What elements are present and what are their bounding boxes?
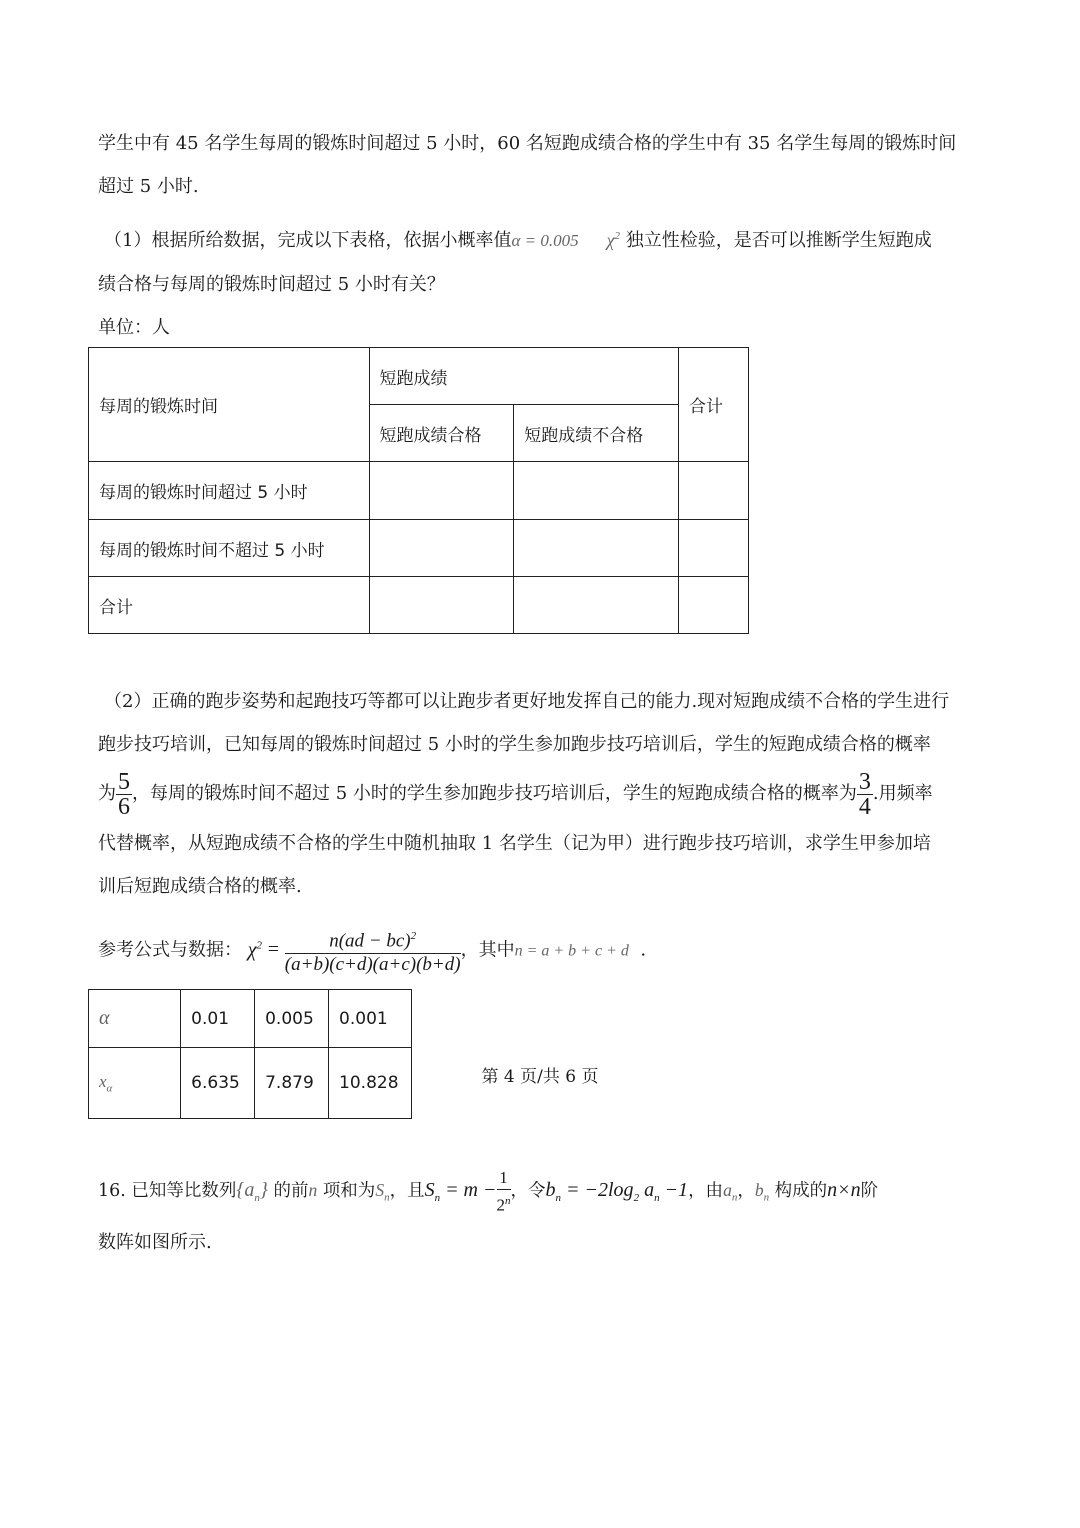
var-n: n (308, 1180, 318, 1200)
var-S-n: $S_n$ (375, 1180, 390, 1204)
formula-label: 参考公式与数据： (98, 939, 242, 961)
q16-text-d: ，且 (389, 1181, 425, 1201)
question1-text-a: （1）根据所给数据，完成以下表格，依据小概率值 (104, 230, 512, 251)
alpha-value: 0.005 (255, 990, 329, 1048)
critical-value: 7.879 (255, 1048, 329, 1119)
var-a-n: $a_n$ (723, 1180, 738, 1204)
q16-text-i: 阶 (860, 1181, 879, 1201)
question2-line-1: （2）正确的跑步姿势和起跑技巧等都可以让跑步者更好地发挥自己的能力.现对短跑成绩不合格的学生进行 (104, 691, 950, 712)
table-header-qualified: 短跑成绩合格 (369, 405, 514, 462)
q2-text-wei: 为 (98, 783, 116, 804)
unit-label: 单位：人 (98, 317, 170, 338)
question2-line-5: 训后短跑成绩合格的概率. (98, 876, 302, 897)
contingency-table (88, 347, 749, 634)
q16-text-c: 项和为 (322, 1181, 376, 1201)
question2-line-2: 跑步技巧培训，已知每周的锻炼时间超过 5 小时的学生参加跑步技巧培训后，学生的短跑成绩合格的概率 (98, 734, 931, 755)
question16-line-1 (98, 1162, 878, 1226)
question1-text-b: 独立性检验，是否可以推断学生短跑成 (625, 230, 932, 251)
critical-value-table (88, 989, 412, 1119)
intro-line-1: 学生中有 45 名学生每周的锻炼时间超过 5 小时，60 名短跑成绩合格的学生中有 35 名学生每周的锻炼时间 (98, 133, 957, 154)
q16-text-h: 构成的 (774, 1181, 828, 1201)
question16-line-2: 数阵如图所示. (98, 1232, 212, 1253)
empty-cell[interactable] (369, 577, 514, 634)
critical-value: 6.635 (181, 1048, 255, 1119)
empty-cell[interactable] (369, 520, 514, 577)
b-n-formula: $b_n = -2\log_2$ $a_n -1$ (545, 1179, 689, 1204)
critical-value: 10.828 (329, 1048, 412, 1119)
table-header-unqualified: 短跑成绩不合格 (514, 405, 679, 462)
question2-line-4: 代替概率，从短跑成绩不合格的学生中随机抽取 1 名学生（记为甲）进行跑步技巧培训，求学生甲参加培 (98, 833, 931, 854)
n-sum-expression: n = a + b + c + d (514, 942, 629, 960)
q16-text-b: 的前 (273, 1181, 309, 1201)
n-by-n-expression: n×n (827, 1179, 861, 1201)
table-row (89, 577, 749, 634)
table-row (89, 990, 412, 1048)
formula-where: ，其中 (460, 939, 515, 961)
question1-line-2: 绩合格与每周的锻炼时间超过 5 小时有关？ (98, 274, 445, 295)
empty-cell[interactable] (679, 520, 749, 577)
var-b-n: $b_n$ (754, 1180, 770, 1204)
empty-cell[interactable] (514, 462, 679, 520)
formula-line: 参考公式与数据： $\chi^2$ = $\frac{n(ad - bc)^2}{(a+b)(c+d)(a+c)(b+d)}$ ，其中n = a + b + c + d . (98, 916, 646, 981)
q2-text-end: .用频率 (872, 783, 933, 804)
q16-text-a: 16. 已知等比数列 (98, 1181, 237, 1201)
empty-cell[interactable] (679, 462, 749, 520)
empty-cell[interactable] (369, 462, 514, 520)
row-label-over-5h: 每周的锻炼时间超过 5 小时 (89, 462, 370, 520)
question1-line-1 (104, 224, 932, 253)
sequence-a-n: $\{a_n\}$ (236, 1179, 268, 1204)
empty-cell[interactable] (514, 520, 679, 577)
alpha-value: 0.001 (329, 990, 412, 1048)
empty-cell[interactable] (679, 577, 749, 634)
x-alpha-header: $x_\alpha$ (89, 1048, 181, 1119)
q2-text-middle: ，每周的锻炼时间不超过 5 小时的学生参加跑步技巧培训后，学生的短跑成绩合格的概率为 (132, 783, 857, 804)
chi-symbol: $\chi^2$ (606, 230, 621, 250)
chi-square-symbol: $\chi^2$ (247, 938, 263, 961)
question2-line-3 (98, 766, 933, 822)
table-header-exercise-time: 每周的锻炼时间 (89, 348, 370, 462)
row-label-not-over-5h: 每周的锻炼时间不超过 5 小时 (89, 520, 370, 577)
row-label-total: 合计 (89, 577, 370, 634)
alpha-value: 0.01 (181, 990, 255, 1048)
formula-end: . (640, 939, 647, 961)
chi-square-formula: $\frac{n(ad - bc)^2}{(a+b)(c+d)(a+c)(b+d)}$ (285, 925, 461, 975)
table-header-sprint: 短跑成绩 (369, 348, 679, 405)
table-row (89, 520, 749, 577)
page-footer: 第 4 页/共 6 页 (481, 1067, 599, 1087)
fraction-five-sixths: $\frac{5}{6}$ (118, 768, 130, 820)
S-n-formula: $S_n = m$ − (424, 1179, 497, 1204)
table-header-total: 合计 (679, 348, 749, 462)
q16-text-g: ， (737, 1181, 755, 1201)
empty-cell[interactable] (514, 577, 679, 634)
q16-text-e: ，令 (510, 1181, 546, 1201)
fraction-three-fourths: $\frac{3}{4}$ (858, 768, 871, 820)
fraction-one-over-2n: $\frac{1}{2^n}$ (496, 1167, 511, 1215)
alpha-expression: α = 0.005 (511, 231, 579, 250)
q16-text-f: ，由 (688, 1181, 724, 1201)
table-row (89, 462, 749, 520)
intro-line-2: 超过 5 小时. (98, 176, 199, 197)
alpha-header: α (89, 990, 181, 1048)
